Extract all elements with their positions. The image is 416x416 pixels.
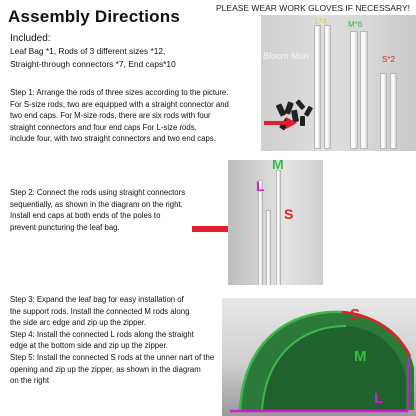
step-1-line: include four, with two straight connectors and two end caps.	[10, 134, 216, 144]
rod-l	[258, 180, 263, 285]
label-l: L	[374, 390, 384, 407]
label-s: S	[284, 206, 294, 222]
arrow-step-1	[264, 116, 298, 130]
step-1-line: two end caps. For M-size rods, there are six rods with four	[10, 111, 211, 121]
included-line: Straight-through connectors *7, End caps*10	[10, 59, 176, 69]
assembled-leaf-bag-photo	[222, 298, 416, 416]
step-2-line: Install end caps at both ends of the poles to	[10, 211, 161, 221]
label-s: S	[350, 306, 361, 323]
label-m: M	[354, 348, 367, 365]
label-m: M	[272, 160, 284, 172]
included-line: Leaf Bag *1, Rods of 3 different sizes *12,	[10, 46, 166, 56]
step-1-line: Step 1: Arrange the rods of three sizes according to the picture.	[10, 88, 229, 97]
rod-s	[266, 210, 271, 285]
rod-m	[276, 170, 281, 285]
page-title: Assembly Directions	[8, 7, 180, 26]
step-5-line: on the right	[10, 376, 50, 386]
step-1-text	[10, 87, 274, 145]
step-2-line: sequentially, as shown in the diagram on the right.	[10, 199, 183, 209]
label-m: M*6	[348, 20, 363, 29]
step-5-line: Step 5: Install the connected S rods at the unner nart of the	[10, 352, 215, 362]
watermark: Bloom Mori	[263, 51, 309, 61]
connected-rods-photo	[228, 160, 323, 285]
rod-s	[380, 73, 387, 149]
step-2-line: prevent puncturing the leaf bag.	[10, 222, 120, 232]
step-3-line: the side arc edge and zip up the zipper.	[10, 318, 147, 328]
rod-m	[350, 31, 358, 149]
step-2-line: Step 2: Connect the rods using straight connectors	[10, 188, 186, 197]
step-1-line: For S-size rods, two are equipped with a straight connector and	[10, 99, 229, 109]
step-3-line: the support rods. Install the connected M rods along	[10, 306, 190, 316]
step-1-line: straight connectors and four end caps For L-size rods,	[10, 122, 197, 132]
step-3-5-text	[10, 294, 228, 387]
step-5-line: opening and zip up the zipper, as shown in the diagram	[10, 364, 201, 374]
label-l: L	[256, 178, 265, 194]
label-s: S*2	[382, 55, 395, 64]
step-4-line: edge at the bottom side and zip up the zipper.	[10, 341, 168, 351]
included-heading: Included:	[10, 33, 51, 44]
label-l: L*4	[315, 17, 328, 26]
rod-m	[360, 31, 368, 149]
leaf-bag-illustration	[222, 298, 416, 416]
step-4-line: Step 4: Install the connected L rods along the straight	[10, 329, 194, 339]
step-3-line: Step 3: Expand the leaf bag for easy installation of	[10, 295, 184, 304]
safety-warning: PLEASE WEAR WORK GLOVES IF NECESSARY!	[216, 3, 410, 13]
rod-s	[390, 73, 397, 149]
